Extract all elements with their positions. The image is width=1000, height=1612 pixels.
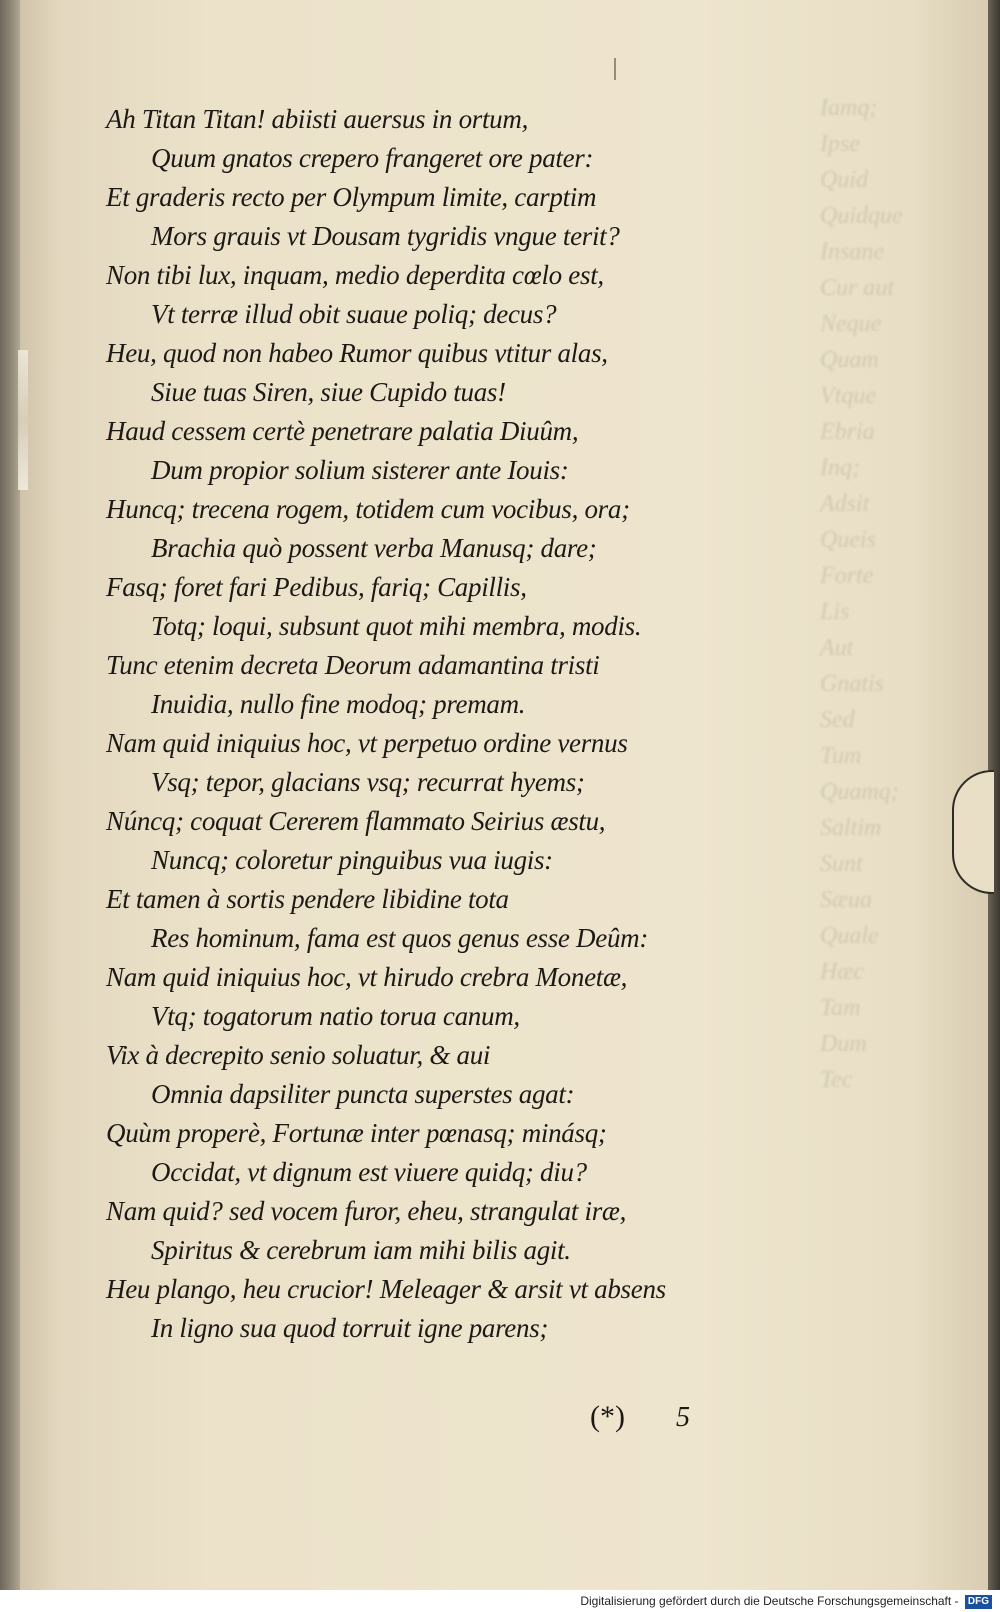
verse-line: Fasq; foret fari Pedibus, fariq; Capillis, <box>106 572 527 602</box>
verse-line: Mors grauis vt Dousam tygridis vngue terit? <box>151 221 620 251</box>
dfg-logo: DFG <box>965 1595 992 1609</box>
verse-line: Heu, quod non habeo Rumor quibus vtitur alas, <box>106 338 608 368</box>
verse-line: Totq; loqui, subsunt quot mihi membra, modis. <box>151 611 642 641</box>
verse-line: Haud cessem certè penetrare palatia Diuûm, <box>106 416 579 446</box>
binding-mark <box>614 58 616 80</box>
page-number: 5 <box>676 1402 690 1433</box>
verse-line: Vt terræ illud obit suaue poliq; decus? <box>151 299 557 329</box>
verse-line: Vsq; tepor, glacians vsq; recurrat hyems; <box>151 767 585 797</box>
verse-line: Quum gnatos crepero frangeret ore pater: <box>151 143 594 173</box>
verse-line: Nuncq; coloretur pinguibus vua iugis: <box>151 845 553 875</box>
verse-line: Omnia dapsiliter puncta superstes agat: <box>151 1079 575 1109</box>
verse-line: Nam quid iniquius hoc, vt perpetuo ordine vernus <box>106 728 628 758</box>
digitization-credit <box>580 1594 992 1609</box>
paper-tear <box>18 350 28 490</box>
show-through-text: Iamq; Ipse Quid Quidque Insane Cur aut Neque Quam Vtque Ebria Inq; Adsit Queis Forte Lis Aut Gnatis Sed Tum Quamq; Saltim Sunt Sæua Quale Hæc Tam Dum Tec <box>820 95 903 1093</box>
verse-line: Res hominum, fama est quos genus esse Deûm: <box>151 923 649 953</box>
verse-line: Dum propior solium sisterer ante Iouis: <box>151 455 569 485</box>
verse-line: Heu plango, heu crucior! Meleager & arsit vt absens <box>106 1274 666 1304</box>
left-page-edge <box>0 0 22 1590</box>
verse-line: Vtq; togatorum natio torua canum, <box>151 1001 520 1031</box>
verse-line: In ligno sua quod torruit igne parens; <box>151 1313 549 1343</box>
verse-line: Et tamen à sortis pendere libidine tota <box>106 884 509 914</box>
verse-line: Brachia quò possent verba Manusq; dare; <box>151 533 597 563</box>
verse-line: Vix à decrepito senio soluatur, & aui <box>106 1040 491 1070</box>
signature-mark: (*) <box>590 1400 625 1433</box>
verse-line: Núncq; coquat Cererem flammato Seirius æstu, <box>106 806 606 836</box>
verse-line: Siue tuas Siren, siue Cupido tuas! <box>151 377 506 407</box>
verse-line: Non tibi lux, inquam, medio deperdita cœlo est, <box>106 260 604 290</box>
verse-line: Nam quid? sed vocem furor, eheu, strangulat iræ, <box>106 1196 627 1226</box>
verse-line: Inuidia, nullo fine modoq; premam. <box>151 689 526 719</box>
clasp-notch <box>952 770 994 894</box>
verse-line: Nam quid iniquius hoc, vt hirudo crebra Monetæ, <box>106 962 628 992</box>
verse-line: Huncq; trecena rogem, totidem cum vocibus, ora; <box>106 494 630 524</box>
credit-text: Digitalisierung gefördert durch die Deutsche Forschungsgemeinschaft - <box>580 1594 959 1608</box>
verse-line: Et graderis recto per Olympum limite, carptim <box>106 182 597 212</box>
verse-line: Ah Titan Titan! abiisti auersus in ortum, <box>106 104 529 134</box>
verse-line: Quùm properè, Fortunæ inter pœnasq; minásq; <box>106 1118 607 1148</box>
verse-line: Occidat, vt dignum est viuere quidq; diu? <box>151 1157 587 1187</box>
poem-text <box>106 100 796 1348</box>
verse-line: Tunc etenim decreta Deorum adamantina tristi <box>106 650 600 680</box>
verse-line: Spiritus & cerebrum iam mihi bilis agit. <box>151 1235 571 1265</box>
